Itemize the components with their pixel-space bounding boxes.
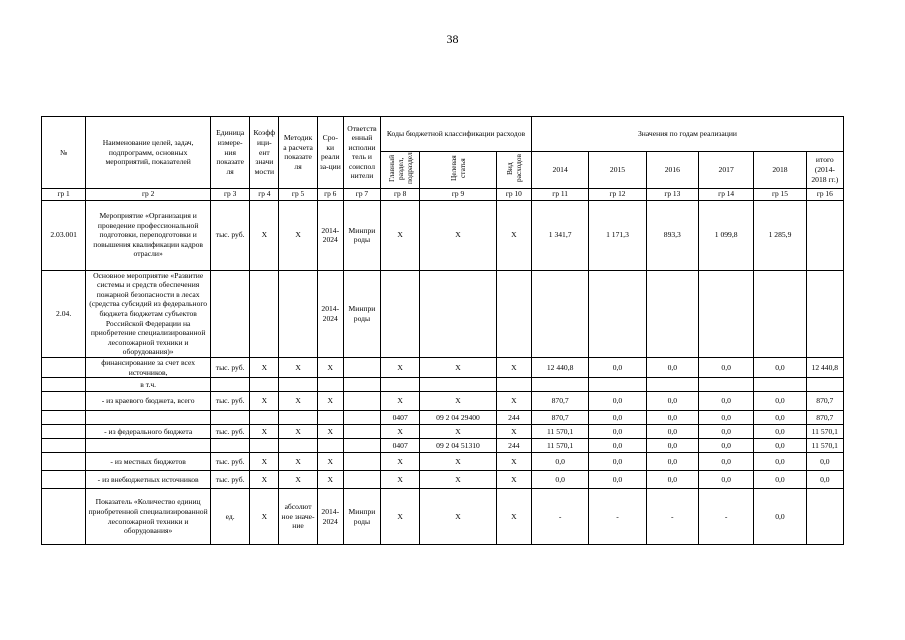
gr-cell: гр 14	[698, 188, 753, 200]
row-unit-cell: тыс. руб.	[211, 392, 250, 411]
table-row	[42, 357, 844, 377]
row-value-cell	[698, 378, 753, 392]
row-resp-cell: Минпри роды	[343, 270, 380, 357]
row-unit-cell	[211, 439, 250, 453]
row-value-cell: 0,0	[806, 453, 843, 471]
row-code-type-cell	[496, 270, 531, 357]
row-code-article-cell: Х	[420, 489, 496, 545]
row-number-cell	[42, 489, 86, 545]
gr-cell: гр 4	[250, 188, 279, 200]
row-resp-cell	[343, 392, 380, 411]
row-value-cell	[646, 270, 698, 357]
row-method-cell: Х	[279, 471, 317, 489]
row-method-cell: Х	[279, 453, 317, 471]
gr-cell: гр 11	[531, 188, 588, 200]
row-value-cell: 0,0	[754, 392, 806, 411]
row-value-cell: 0,0	[806, 471, 843, 489]
row-value-cell: 0,0	[698, 425, 753, 439]
row-unit-cell	[211, 378, 250, 392]
header-unit: Единица измере-ния показате ля	[211, 117, 250, 189]
row-resp-cell	[343, 471, 380, 489]
row-term-cell: Х	[317, 357, 343, 377]
header-code-article-text: Целевая статья	[449, 155, 468, 182]
row-resp-cell	[343, 357, 380, 377]
row-value-cell: 0,0	[589, 392, 646, 411]
row-number-cell: 2.03.001	[42, 200, 86, 270]
row-code-article-cell: Х	[420, 471, 496, 489]
header-year-total: итого (2014-2018 гг.)	[806, 152, 843, 189]
row-term-cell	[317, 378, 343, 392]
row-code-section-cell: Х	[381, 392, 420, 411]
header-resp: Ответств енный исполни тель и соиспол нители	[343, 117, 380, 189]
row-code-type-cell: 244	[496, 411, 531, 425]
table-body	[42, 200, 844, 545]
row-value-cell: 1 099,8	[698, 200, 753, 270]
row-coef-cell: Х	[250, 392, 279, 411]
row-value-cell	[531, 378, 588, 392]
row-value-cell: 870,7	[806, 392, 843, 411]
column-numbers-row	[42, 188, 844, 200]
row-resp-cell	[343, 425, 380, 439]
row-value-cell: 0,0	[646, 439, 698, 453]
row-code-type-cell: Х	[496, 392, 531, 411]
row-value-cell: 0,0	[646, 471, 698, 489]
row-unit-cell: тыс. руб.	[211, 200, 250, 270]
row-value-cell: 0,0	[589, 471, 646, 489]
row-value-cell	[754, 270, 806, 357]
row-number-cell	[42, 471, 86, 489]
row-code-section-cell: Х	[381, 425, 420, 439]
row-code-type-cell: Х	[496, 357, 531, 377]
header-values: Значения по годам реализации	[531, 117, 843, 152]
row-method-cell	[279, 270, 317, 357]
row-code-type-cell: Х	[496, 489, 531, 545]
row-value-cell: 0,0	[754, 453, 806, 471]
row-code-article-cell: 09 2 04 51310	[420, 439, 496, 453]
row-coef-cell: Х	[250, 200, 279, 270]
row-coef-cell	[250, 439, 279, 453]
row-term-cell: 2014-2024	[317, 489, 343, 545]
row-term-cell: Х	[317, 425, 343, 439]
row-value-cell: 0,0	[754, 489, 806, 545]
row-code-section-cell: Х	[381, 200, 420, 270]
gr-cell: гр 8	[381, 188, 420, 200]
row-value-cell: 11 570,1	[531, 439, 588, 453]
row-code-article-cell: Х	[420, 392, 496, 411]
row-term-cell: 2014-2024	[317, 200, 343, 270]
row-value-cell: -	[646, 489, 698, 545]
row-code-type-cell: Х	[496, 471, 531, 489]
row-unit-cell	[211, 411, 250, 425]
row-method-cell: Х	[279, 357, 317, 377]
row-value-cell: 1 171,3	[589, 200, 646, 270]
row-unit-cell	[211, 270, 250, 357]
gr-cell: гр 9	[420, 188, 496, 200]
header-name: Наименование целей, задач, подпрограмм, основных мероприятий, показателей	[86, 117, 211, 189]
row-coef-cell: Х	[250, 425, 279, 439]
header-row	[42, 117, 844, 152]
row-name-cell	[86, 411, 211, 425]
row-value-cell: 1 285,9	[754, 200, 806, 270]
row-coef-cell: Х	[250, 453, 279, 471]
row-name-cell: Мероприятие «Организация и проведение профессиональной подготовки, переподготовки и повышения квалификации кадров отрасли»	[86, 200, 211, 270]
row-code-section-cell: Х	[381, 357, 420, 377]
row-value-cell: 0,0	[646, 357, 698, 377]
row-number-cell	[42, 392, 86, 411]
table-row	[42, 200, 844, 270]
row-method-cell: Х	[279, 200, 317, 270]
gr-cell: гр 16	[806, 188, 843, 200]
gr-cell: гр 3	[211, 188, 250, 200]
row-resp-cell	[343, 439, 380, 453]
row-value-cell: 0,0	[531, 471, 588, 489]
row-number-cell	[42, 378, 86, 392]
row-resp-cell	[343, 378, 380, 392]
row-value-cell: 0,0	[754, 411, 806, 425]
row-resp-cell: Минпри роды	[343, 200, 380, 270]
table-row	[42, 425, 844, 439]
gr-cell: гр 1	[42, 188, 86, 200]
gr-cell: гр 5	[279, 188, 317, 200]
table-row	[42, 378, 844, 392]
row-name-cell: - из местных бюджетов	[86, 453, 211, 471]
row-method-cell	[279, 411, 317, 425]
row-value-cell: 0,0	[698, 357, 753, 377]
table-row	[42, 270, 844, 357]
row-code-article-cell: Х	[420, 200, 496, 270]
row-value-cell: 0,0	[646, 392, 698, 411]
row-name-cell: в т.ч.	[86, 378, 211, 392]
header-code-type	[496, 152, 531, 189]
row-code-article-cell	[420, 378, 496, 392]
row-value-cell	[806, 489, 843, 545]
row-value-cell: 870,7	[531, 411, 588, 425]
row-code-type-cell: Х	[496, 200, 531, 270]
row-term-cell	[317, 411, 343, 425]
header-coef: Коэфф ици-ент значи мости	[250, 117, 279, 189]
header-code-section	[381, 152, 420, 189]
row-value-cell	[646, 378, 698, 392]
row-code-section-cell: Х	[381, 471, 420, 489]
row-value-cell	[754, 378, 806, 392]
header-code-type-text: Вид расходов	[504, 154, 523, 183]
row-coef-cell	[250, 378, 279, 392]
table-row	[42, 439, 844, 453]
row-value-cell: 12 440,8	[806, 357, 843, 377]
row-code-article-cell	[420, 270, 496, 357]
row-code-article-cell: Х	[420, 453, 496, 471]
row-code-section-cell	[381, 270, 420, 357]
row-code-section-cell	[381, 378, 420, 392]
row-value-cell: 1 341,7	[531, 200, 588, 270]
row-name-cell: - из краевого бюджета, всего	[86, 392, 211, 411]
row-code-type-cell: 244	[496, 439, 531, 453]
row-value-cell: 870,7	[806, 411, 843, 425]
row-value-cell	[806, 200, 843, 270]
row-name-cell: Основное мероприятие «Развитие системы и средств обеспечения пожарной безопасности в лесах (средства субсидий из федерального бюджета бюджетам субъектов Российской Федерации на приобретение специализированной лесопожарной техники и оборудования)»	[86, 270, 211, 357]
row-term-cell: 2014-2024	[317, 270, 343, 357]
row-value-cell: 12 440,8	[531, 357, 588, 377]
row-name-cell: Показатель «Количество единиц приобретенной специализированной лесопожарной техники и оборудования»	[86, 489, 211, 545]
row-value-cell: 0,0	[698, 471, 753, 489]
budget-table	[41, 116, 844, 545]
row-value-cell: 0,0	[589, 439, 646, 453]
row-value-cell: 0,0	[646, 411, 698, 425]
table-row	[42, 392, 844, 411]
row-code-type-cell	[496, 378, 531, 392]
header-code-article	[420, 152, 496, 189]
row-value-cell: 0,0	[754, 357, 806, 377]
row-method-cell	[279, 378, 317, 392]
row-value-cell: 0,0	[646, 425, 698, 439]
row-resp-cell: Минпри роды	[343, 489, 380, 545]
row-value-cell: -	[531, 489, 588, 545]
row-value-cell: 0,0	[589, 411, 646, 425]
row-name-cell: - из федерального бюджета	[86, 425, 211, 439]
row-unit-cell: тыс. руб.	[211, 471, 250, 489]
row-code-article-cell: Х	[420, 425, 496, 439]
header-code-section-text: Главный раздел, подраздел	[386, 152, 414, 185]
row-value-cell: 0,0	[698, 439, 753, 453]
row-name-cell: - из внебюджетных источников	[86, 471, 211, 489]
row-value-cell: 0,0	[754, 439, 806, 453]
row-value-cell: 0,0	[698, 392, 753, 411]
row-unit-cell: тыс. руб.	[211, 453, 250, 471]
row-unit-cell: ед.	[211, 489, 250, 545]
gr-cell: гр 2	[86, 188, 211, 200]
row-coef-cell	[250, 270, 279, 357]
row-value-cell: 0,0	[698, 453, 753, 471]
row-name-cell	[86, 439, 211, 453]
row-value-cell	[589, 378, 646, 392]
row-value-cell: 870,7	[531, 392, 588, 411]
table-row	[42, 471, 844, 489]
header-year: 2018	[754, 152, 806, 189]
row-method-cell	[279, 439, 317, 453]
row-value-cell	[531, 270, 588, 357]
row-coef-cell: Х	[250, 489, 279, 545]
row-code-article-cell: Х	[420, 357, 496, 377]
row-method-cell: Х	[279, 425, 317, 439]
row-term-cell: Х	[317, 392, 343, 411]
table-row	[42, 489, 844, 545]
row-value-cell: 11 570,1	[806, 425, 843, 439]
gr-cell: гр 15	[754, 188, 806, 200]
row-term-cell	[317, 439, 343, 453]
row-number-cell	[42, 439, 86, 453]
row-term-cell: Х	[317, 453, 343, 471]
row-unit-cell: тыс. руб.	[211, 425, 250, 439]
row-name-cell: финансирование за счет всех источников,	[86, 357, 211, 377]
row-value-cell	[806, 270, 843, 357]
row-value-cell: 0,0	[589, 425, 646, 439]
row-code-article-cell: 09 2 04 29400	[420, 411, 496, 425]
row-number-cell	[42, 357, 86, 377]
row-number-cell	[42, 411, 86, 425]
row-resp-cell	[343, 453, 380, 471]
row-method-cell: Х	[279, 392, 317, 411]
row-value-cell: 0,0	[698, 411, 753, 425]
row-value-cell: 0,0	[646, 453, 698, 471]
row-code-section-cell: 0407	[381, 411, 420, 425]
row-value-cell	[698, 270, 753, 357]
row-method-cell: абсолют ное значе-ние	[279, 489, 317, 545]
row-number-cell	[42, 425, 86, 439]
header-terms: Сро-ки реали за-ции	[317, 117, 343, 189]
gr-cell: гр 10	[496, 188, 531, 200]
row-value-cell: 0,0	[589, 453, 646, 471]
gr-cell: гр 12	[589, 188, 646, 200]
header-year: 2016	[646, 152, 698, 189]
header-year: 2014	[531, 152, 588, 189]
header-year: 2017	[698, 152, 753, 189]
row-number-cell: 2.04.	[42, 270, 86, 357]
row-unit-cell: тыс. руб.	[211, 357, 250, 377]
row-code-section-cell: Х	[381, 489, 420, 545]
row-coef-cell: Х	[250, 357, 279, 377]
row-number-cell	[42, 453, 86, 471]
table-row	[42, 453, 844, 471]
row-value-cell: 0,0	[754, 471, 806, 489]
row-coef-cell: Х	[250, 471, 279, 489]
row-value-cell: -	[589, 489, 646, 545]
table-row	[42, 411, 844, 425]
row-coef-cell	[250, 411, 279, 425]
row-value-cell: 0,0	[754, 425, 806, 439]
header-year: 2015	[589, 152, 646, 189]
row-value-cell: 11 570,1	[806, 439, 843, 453]
row-resp-cell	[343, 411, 380, 425]
row-value-cell: 0,0	[589, 357, 646, 377]
row-value-cell	[806, 378, 843, 392]
header-method: Методик а расчета показате ля	[279, 117, 317, 189]
row-value-cell: 11 570,1	[531, 425, 588, 439]
row-code-section-cell: Х	[381, 453, 420, 471]
row-value-cell	[589, 270, 646, 357]
row-value-cell: 0,0	[531, 453, 588, 471]
row-code-type-cell: Х	[496, 425, 531, 439]
header-codes: Коды бюджетной классификации расходов	[381, 117, 532, 152]
row-code-type-cell: Х	[496, 453, 531, 471]
gr-cell: гр 6	[317, 188, 343, 200]
header-num: №	[42, 117, 86, 189]
row-term-cell: Х	[317, 471, 343, 489]
gr-cell: гр 13	[646, 188, 698, 200]
row-code-section-cell: 0407	[381, 439, 420, 453]
row-value-cell: -	[698, 489, 753, 545]
row-value-cell: 893,3	[646, 200, 698, 270]
gr-cell: гр 7	[343, 188, 380, 200]
page-number: 38	[446, 32, 459, 46]
